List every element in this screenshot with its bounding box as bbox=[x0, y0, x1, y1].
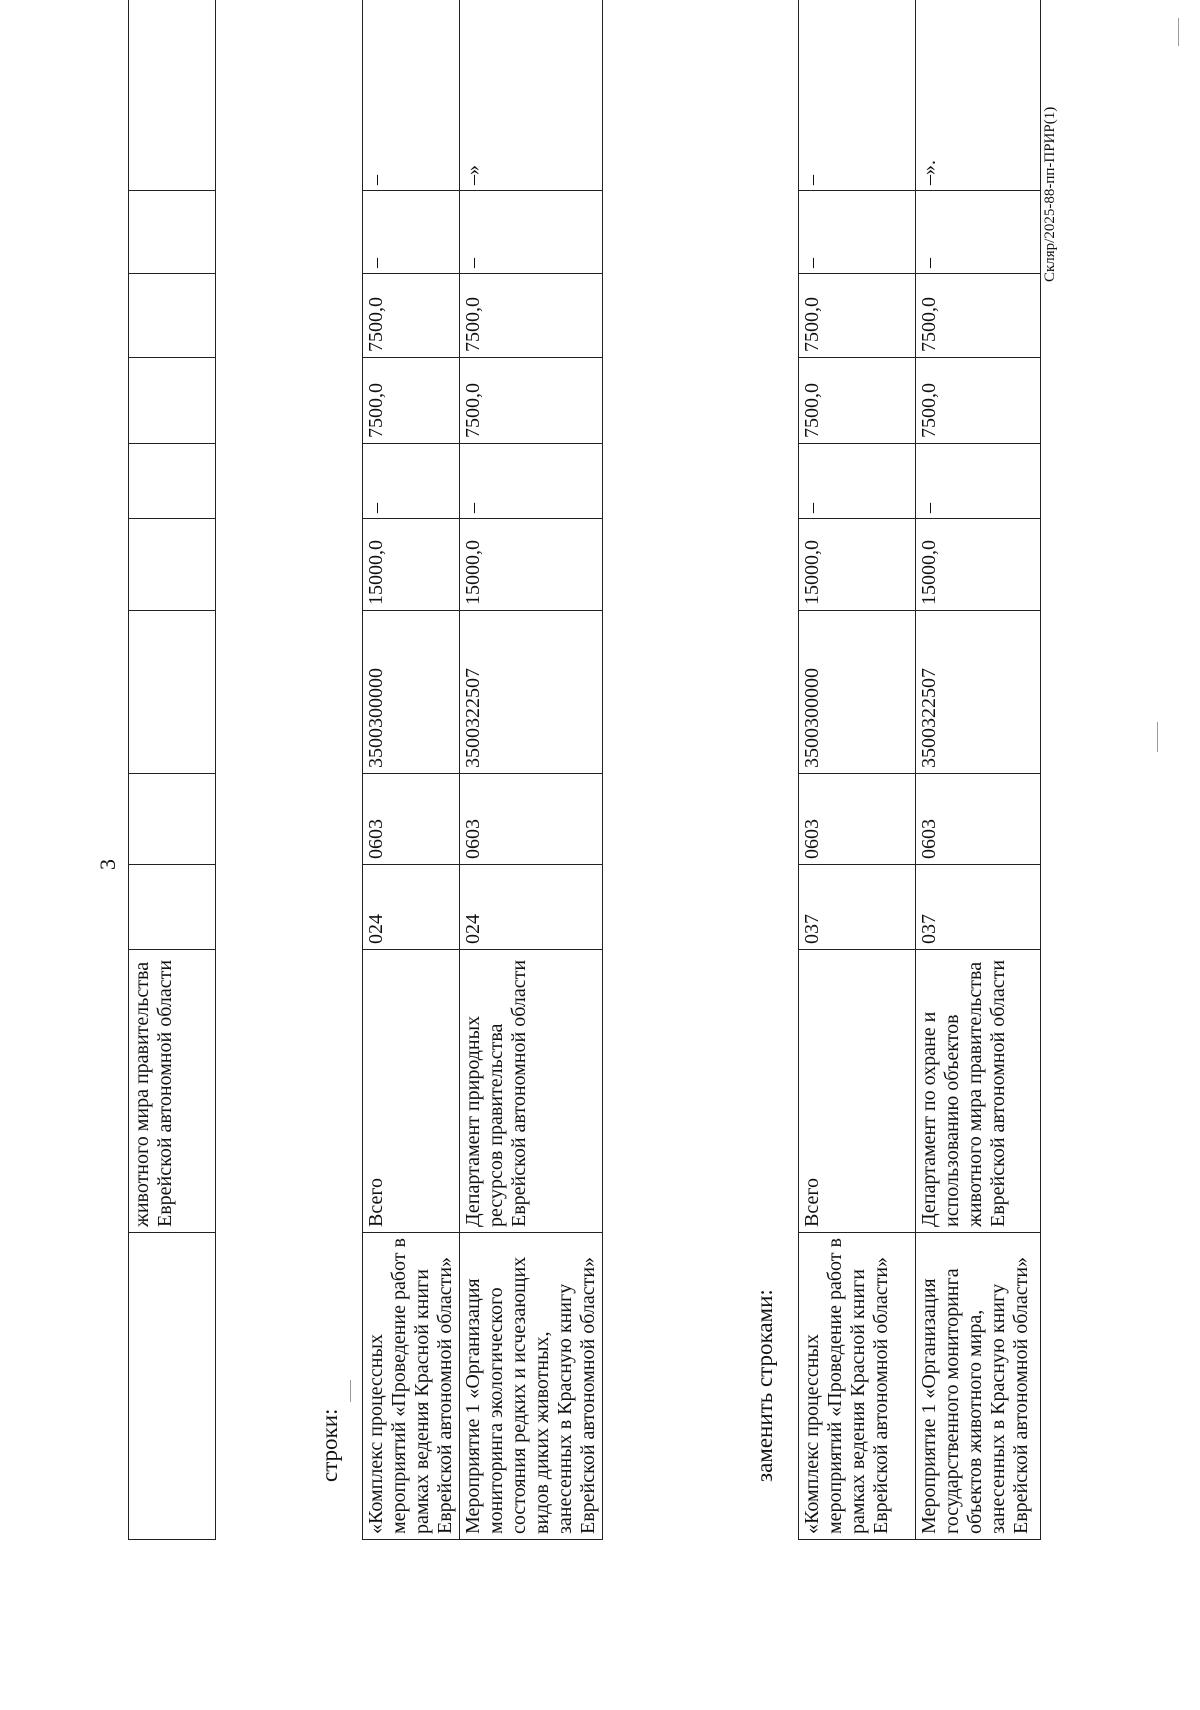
year-cell: 7500,0 bbox=[363, 274, 460, 358]
rzpr-cell: 0603 bbox=[916, 774, 1041, 865]
grbs-cell: 024 bbox=[460, 865, 603, 950]
executor-cell: Департамент природных ресурсов правительства Еврейской автономной области bbox=[460, 950, 603, 1233]
top-table bbox=[128, 0, 216, 1540]
measure-cell bbox=[129, 1233, 216, 1540]
empty-cell bbox=[129, 774, 216, 865]
measure-cell: Мероприятие 1 «Организация мониторинга экологического состояния редких и исчезающих видов диких животных, занесенных в Красную книгу Еврейской автономной области» bbox=[460, 1233, 603, 1540]
table-row bbox=[460, 0, 603, 1540]
rzpr-cell: 0603 bbox=[460, 774, 603, 865]
measure-cell: «Комплекс процессных мероприятий «Проведение работ в рамках ведения Красной книги Еврейской автономной области» bbox=[363, 1233, 460, 1540]
year-cell: – bbox=[799, 0, 916, 191]
year-cell: – bbox=[916, 191, 1041, 274]
executor-cell: Всего bbox=[363, 950, 460, 1233]
total-cell: 15000,0 bbox=[363, 519, 460, 611]
total-cell: 15000,0 bbox=[460, 519, 603, 611]
page-number: 3 bbox=[95, 859, 120, 870]
year-cell: – bbox=[916, 444, 1041, 519]
year-cell: 7500,0 bbox=[916, 274, 1041, 358]
executor-cell: Всего bbox=[799, 950, 916, 1233]
old-rows-label: строки: bbox=[317, 1408, 342, 1482]
empty-cell bbox=[129, 865, 216, 950]
csr-cell: 3500300000 bbox=[799, 611, 916, 774]
year-cell: –». bbox=[916, 0, 1041, 191]
year-cell: 7500,0 bbox=[799, 274, 916, 358]
year-cell: 7500,0 bbox=[460, 274, 603, 358]
csr-cell: 3500322507 bbox=[460, 611, 603, 774]
rzpr-cell: 0603 bbox=[363, 774, 460, 865]
year-cell: – bbox=[363, 444, 460, 519]
document-footer: Скляр/2025-88-пп-ПРИР(1) bbox=[1042, 106, 1058, 282]
empty-cell bbox=[129, 611, 216, 774]
year-cell: 7500,0 bbox=[916, 358, 1041, 444]
executor-cell: Департамент по охране и использованию объектов животного мира правительства Еврейской автономной области bbox=[916, 950, 1041, 1233]
total-cell: 15000,0 bbox=[799, 519, 916, 611]
empty-cell bbox=[129, 519, 216, 611]
year-cell: – bbox=[460, 191, 603, 274]
csr-cell: 3500322507 bbox=[916, 611, 1041, 774]
year-cell: 7500,0 bbox=[460, 358, 603, 444]
measure-cell: Мероприятие 1 «Организация государственного мониторинга объектов животного мира, занесенных в Красную книгу Еврейской автономной области» bbox=[916, 1233, 1041, 1540]
year-cell: – bbox=[363, 0, 460, 191]
total-cell: 15000,0 bbox=[916, 519, 1041, 611]
year-cell: – bbox=[799, 191, 916, 274]
rzpr-cell: 0603 bbox=[799, 774, 916, 865]
empty-cell bbox=[129, 358, 216, 444]
grbs-cell: 037 bbox=[799, 865, 916, 950]
empty-cell bbox=[129, 0, 216, 191]
old-rows-table bbox=[362, 0, 603, 1540]
grbs-cell: 037 bbox=[916, 865, 1041, 950]
year-cell: 7500,0 bbox=[363, 358, 460, 444]
table-row bbox=[129, 0, 216, 1540]
empty-cell bbox=[129, 444, 216, 519]
year-cell: 7500,0 bbox=[799, 358, 916, 444]
table-row bbox=[799, 0, 916, 1540]
measure-cell: «Комплекс процессных мероприятий «Проведение работ в рамках ведения Красной книги Еврейской автономной области» bbox=[799, 1233, 916, 1540]
year-cell: – bbox=[799, 444, 916, 519]
year-cell: – bbox=[460, 444, 603, 519]
empty-cell bbox=[129, 191, 216, 274]
year-cell: – bbox=[363, 191, 460, 274]
executor-cell: животного мира правительства Еврейской автономной области bbox=[129, 950, 216, 1233]
csr-cell: 3500300000 bbox=[363, 611, 460, 774]
grbs-cell: 024 bbox=[363, 865, 460, 950]
new-rows-table bbox=[798, 0, 1041, 1540]
empty-cell bbox=[129, 274, 216, 358]
table-row bbox=[363, 0, 460, 1540]
year-cell: –» bbox=[460, 0, 603, 191]
new-rows-label: заменить строками: bbox=[752, 1289, 777, 1482]
table-row bbox=[916, 0, 1041, 1540]
